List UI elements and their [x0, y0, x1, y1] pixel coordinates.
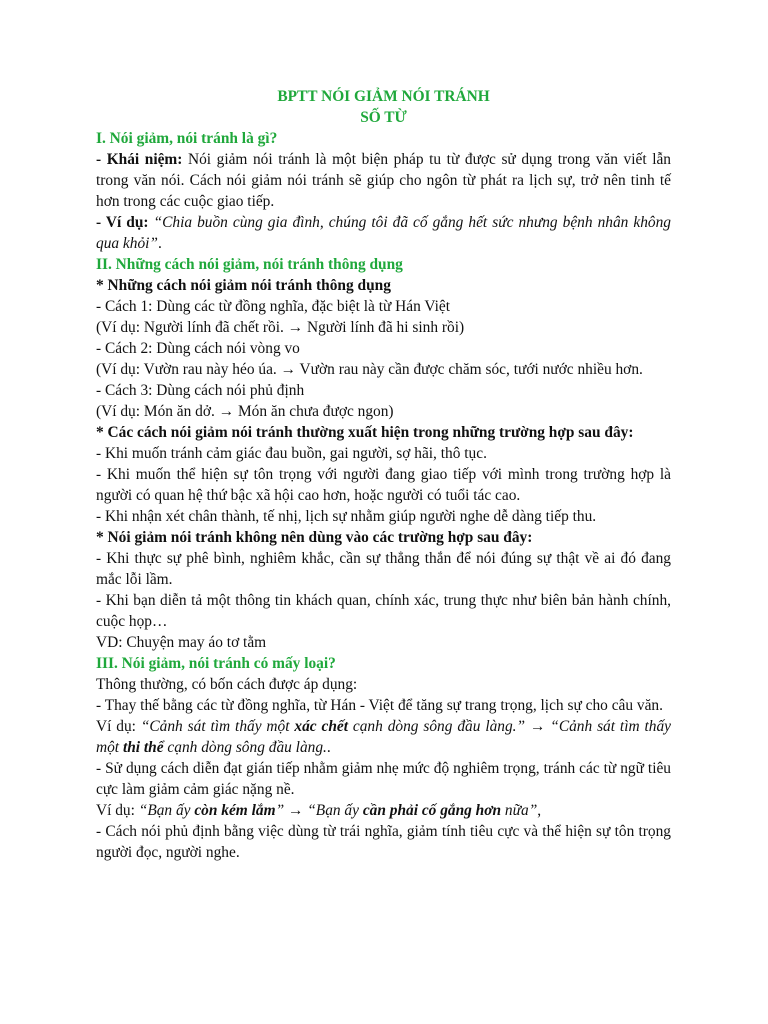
example-emphasis: còn kém lắm: [194, 802, 276, 819]
line-type-2: - Sử dụng cách diễn đạt gián tiếp nhằm giảm nhẹ mức độ nghiêm trọng, tránh các từ ngữ tiêu cực làm giảm cảm giác nặng nề.: [96, 760, 671, 798]
section-2-heading: II. Những cách nói giảm, nói tránh thông dụng: [96, 256, 403, 273]
document-title: BPTT NÓI GIẢM NÓI TRÁNH: [277, 88, 490, 105]
example-quote-part: “Bạn ấy: [138, 802, 195, 819]
line-case-2: - Khi muốn thể hiện sự tôn trọng với người đang giao tiếp với mình trong trường hợp là người có quan hệ thứ bậc xã hội cao hơn, hoặc người có tuổi tác cao.: [96, 466, 671, 504]
example-quote-part: ”: [275, 802, 285, 819]
line-case-1: - Khi muốn tránh cảm giác đau buồn, gai người, sợ hãi, thô tục.: [96, 445, 487, 462]
document-subtitle: SỐ TỪ: [360, 109, 407, 126]
example-paragraph: [96, 212, 671, 254]
example-end: ,: [537, 802, 542, 819]
arrow: →: [525, 718, 551, 735]
subheading-common-ways: [96, 275, 671, 296]
line-not-case-1: - Khi thực sự phê bình, nghiêm khắc, cần sự thẳng thắn để nói đúng sự thật về ai đó đang mắc lỗi lầm.: [96, 550, 671, 588]
example-emphasis: cần phải cố gắng hơn: [362, 802, 502, 819]
line-way-2: - Cách 2: Dùng cách nói vòng vo: [96, 340, 300, 357]
example-quote-part: “Cảnh sát tìm thấy một: [96, 718, 671, 756]
section-3-heading: III. Nói giảm, nói tránh có mấy loại?: [96, 655, 336, 672]
example-quote-part: nữa”: [501, 802, 538, 819]
subheading-text: * Các cách nói giảm nói tránh thường xuất hiện trong những trường hợp sau đây:: [96, 424, 634, 441]
line-case-3: - Khi nhận xét chân thành, tế nhị, lịch sự nhằm giúp người nghe dễ dàng tiếp thu.: [96, 508, 597, 525]
example-quote-part: “Bạn ấy: [307, 802, 363, 819]
example-label: - Ví dụ:: [96, 214, 149, 231]
line-vd: VD: Chuyện may áo tơ tằm: [96, 634, 267, 651]
example-emphasis: thi thể: [122, 739, 164, 756]
line-type-1: - Thay thế bằng các từ đồng nghĩa, từ Hán - Việt để tăng sự trang trọng, lịch sự cho câu văn.: [96, 697, 663, 714]
subheading-when-used: [96, 422, 671, 443]
subheading-text: * Nói giảm nói tránh không nên dùng vào các trường hợp sau đây:: [96, 529, 533, 546]
line-way-3: - Cách 3: Dùng cách nói phủ định: [96, 382, 305, 399]
line-way-3-example: (Ví dụ: Món ăn dở. → Món ăn chưa được ngon): [96, 403, 394, 420]
definition-label: - Khái niệm:: [96, 151, 183, 168]
definition-text: Nói giảm nói tránh là một biện pháp tu từ được sử dụng trong văn viết lẫn trong văn nói. Cách nói giảm nói tránh sẽ giúp cho ngôn từ phát ra lịch sự, trở nên tinh tế hơn trong các cuộc giao tiếp.: [96, 151, 672, 210]
example-end: .: [158, 235, 162, 252]
example-quote-part: cạnh dòng sông đầu làng.”: [348, 718, 526, 735]
line-not-case-2: - Khi bạn diễn tả một thông tin khách quan, chính xác, trung thực như biên bản hành chính, cuộc họp…: [96, 592, 671, 630]
example-quote-part: “Cảnh sát tìm thấy một: [140, 718, 295, 735]
example-emphasis: xác chết: [294, 718, 349, 735]
example-quote: “Chia buồn cùng gia đình, chúng tôi đã cố gắng hết sức nhưng bệnh nhân không qua khỏi”: [96, 214, 671, 252]
example-prefix: Ví dụ:: [96, 718, 141, 735]
example-type-2: [96, 800, 671, 821]
line-intro: Thông thường, có bốn cách được áp dụng:: [96, 676, 358, 693]
example-quote-part: cạnh dòng sông đầu làng.: [163, 739, 327, 756]
document-page: [96, 86, 671, 863]
example-end: .: [326, 739, 331, 756]
subheading-when-not-used: [96, 527, 671, 548]
section-1-heading: I. Nói giảm, nói tránh là gì?: [96, 130, 278, 147]
definition-paragraph: [96, 149, 671, 212]
arrow: →: [284, 802, 308, 819]
example-prefix: Ví dụ:: [96, 802, 139, 819]
line-way-2-example: (Ví dụ: Vườn rau này héo úa. → Vườn rau này cần được chăm sóc, tưới nước nhiều hơn.: [96, 361, 643, 378]
line-type-3: - Cách nói phủ định bằng việc dùng từ trái nghĩa, giảm tính tiêu cực và thể hiện sự tôn trọng người đọc, người nghe.: [96, 823, 671, 861]
subheading-text: * Những cách nói giảm nói tránh thông dụng: [96, 277, 391, 294]
line-way-1: - Cách 1: Dùng các từ đồng nghĩa, đặc biệt là từ Hán Việt: [96, 298, 450, 315]
example-type-1: [96, 716, 671, 758]
line-way-1-example: (Ví dụ: Người lính đã chết rồi. → Người lính đã hi sinh rồi): [96, 319, 465, 336]
